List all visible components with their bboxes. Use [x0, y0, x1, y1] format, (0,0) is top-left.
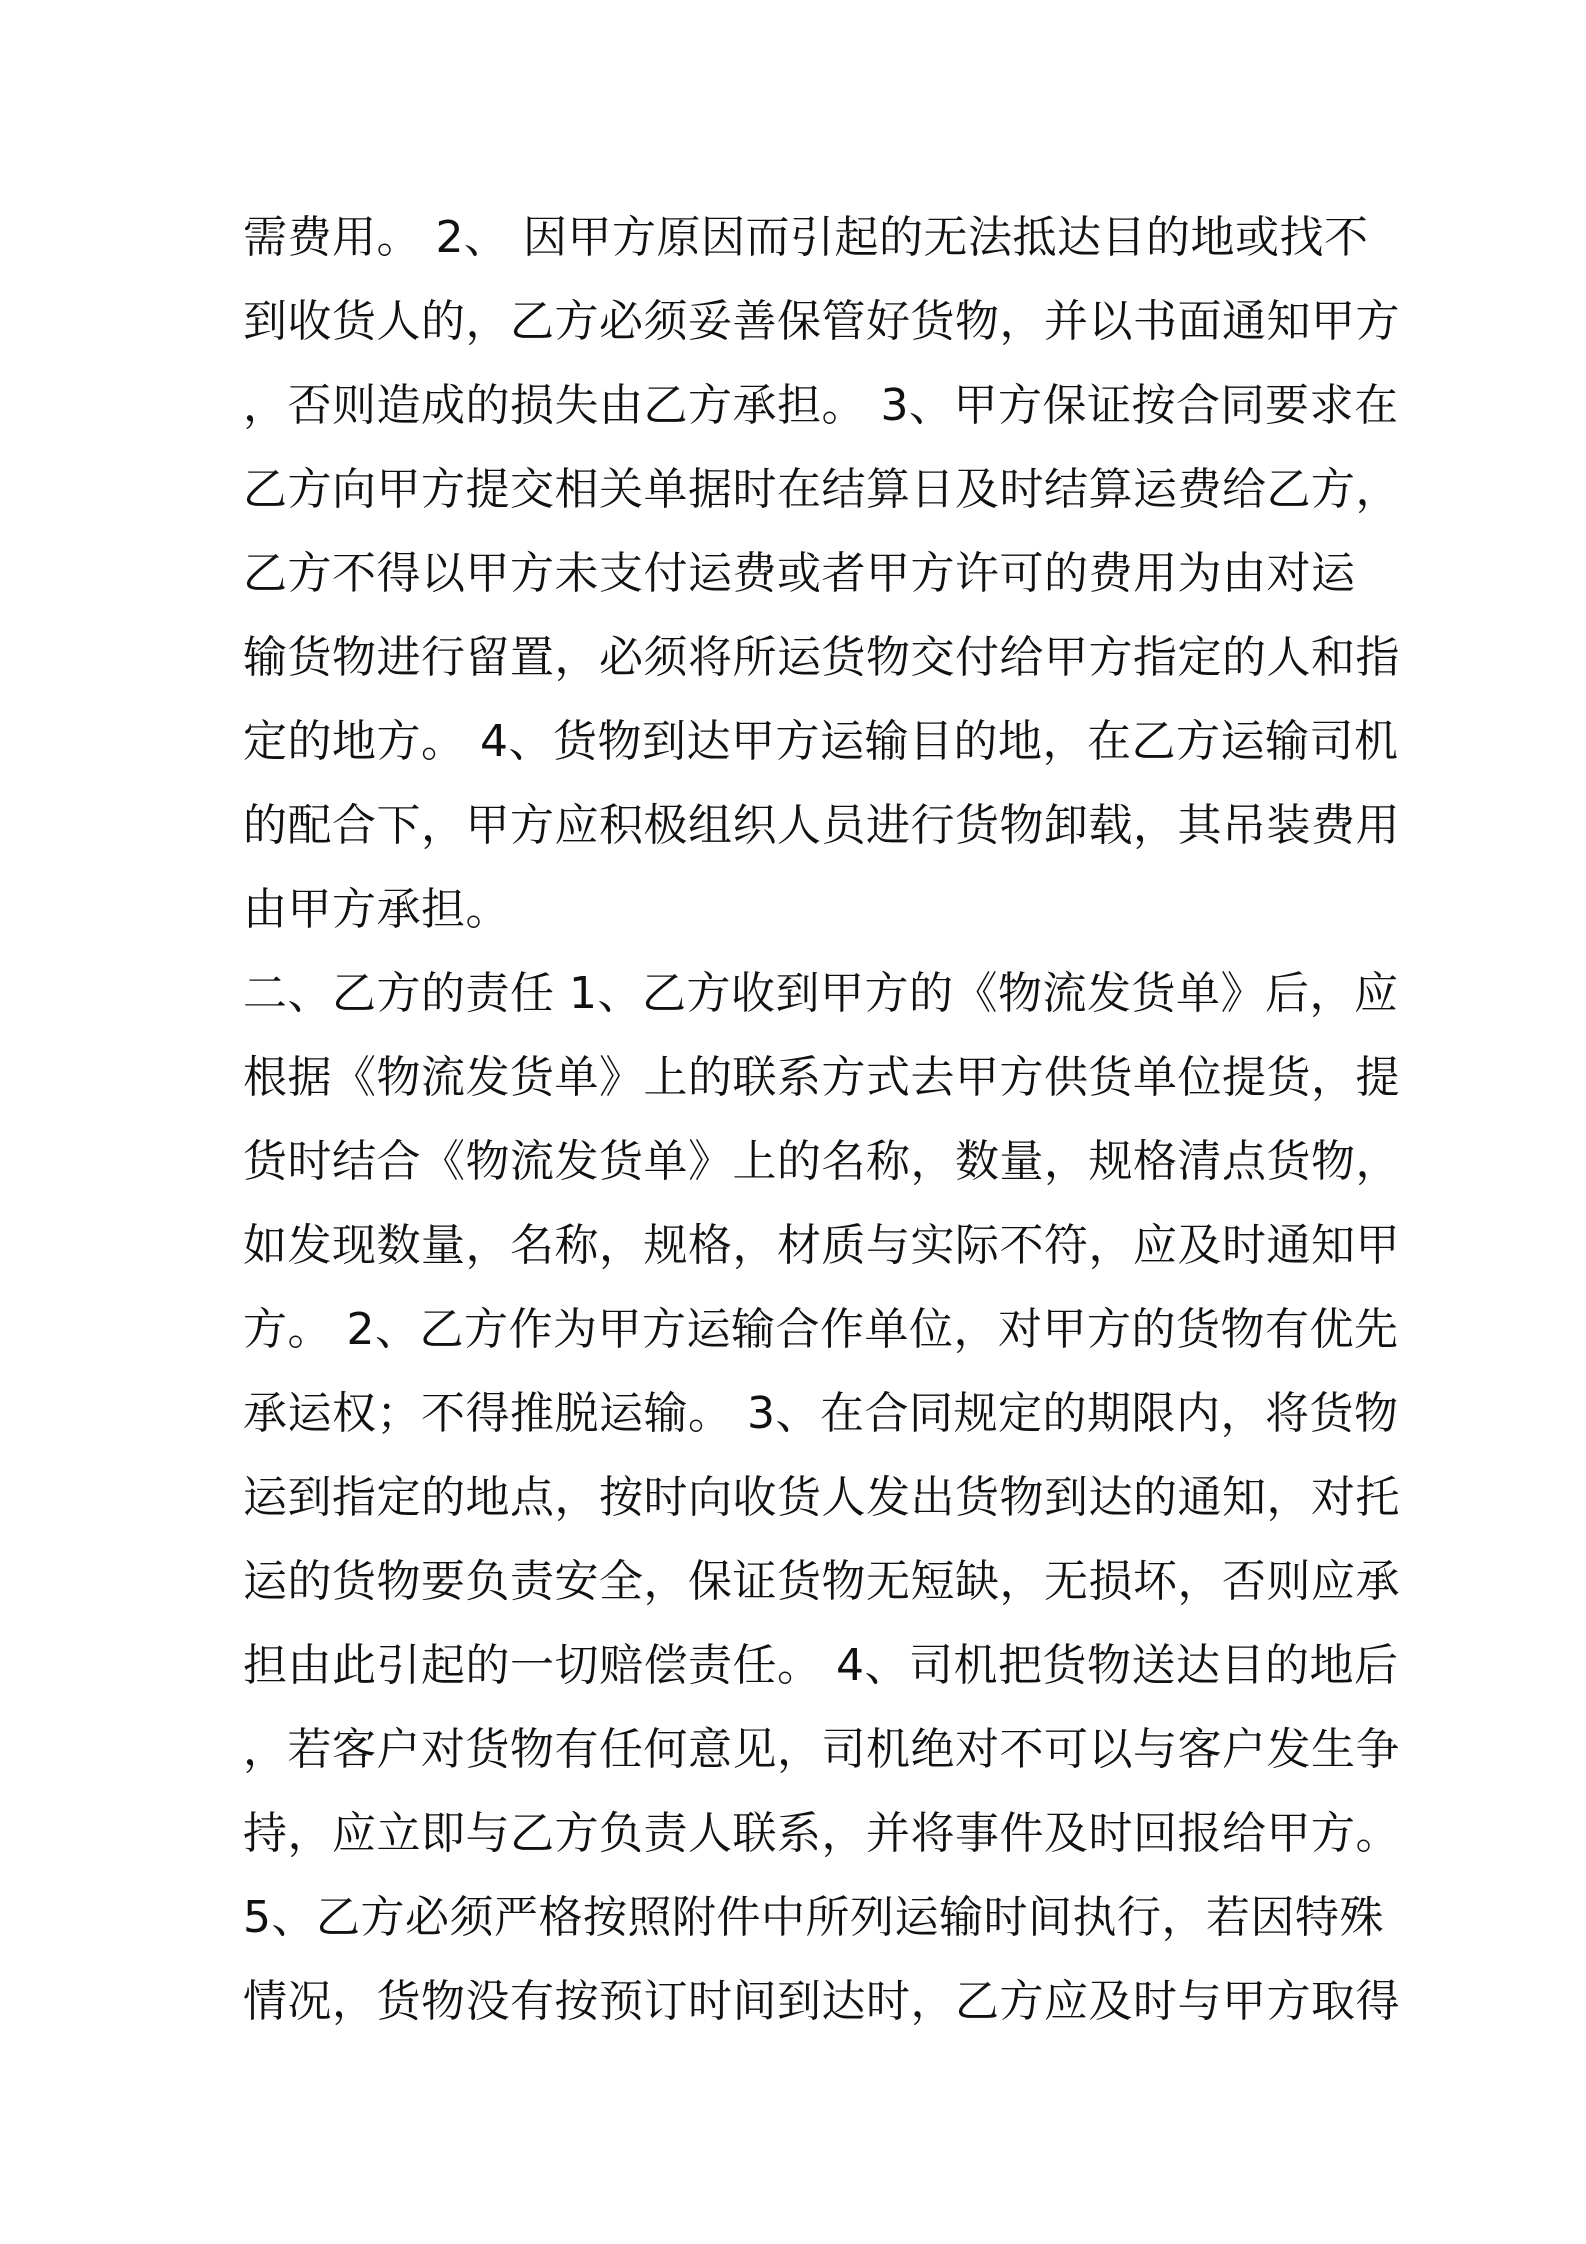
text-line: 担由此引起的一切赔偿责任。 4、司机把货物送达目的地后: [243, 1640, 1399, 1691]
text-line: 持，应立即与乙方负责人联系，并将事件及时回报给甲方。: [243, 1808, 1400, 1859]
section-heading-line: 二、乙方的责任 1、乙方收到甲方的《物流发货单》后，应: [243, 968, 1399, 1019]
text-line: 货时结合《物流发货单》上的名称，数量，规格清点货物，: [243, 1136, 1400, 1187]
text-line: 的配合下，甲方应积极组织人员进行货物卸载，其吊装费用: [243, 800, 1400, 851]
text-line: 运的货物要负责安全，保证货物无短缺，无损坏，否则应承: [243, 1556, 1400, 1607]
contract-text-block: [243, 196, 1400, 2044]
text-line: 情况，货物没有按预订时间到达时，乙方应及时与甲方取得: [243, 1976, 1400, 2027]
text-line: 输货物进行留置，必须将所运货物交付给甲方指定的人和指: [243, 632, 1400, 683]
text-line: 乙方向甲方提交相关单据时在结算日及时结算运费给乙方，: [243, 464, 1400, 515]
text-line: 定的地方。 4、货物到达甲方运输目的地，在乙方运输司机: [243, 716, 1399, 767]
text-line: 根据《物流发货单》上的联系方式去甲方供货单位提货，提: [243, 1052, 1400, 1103]
text-line: 运到指定的地点，按时向收货人发出货物到达的通知，对托: [243, 1472, 1400, 1523]
text-line: 如发现数量，名称，规格，材质与实际不符，应及时通知甲: [243, 1220, 1400, 1271]
text-line: 5、乙方必须严格按照附件中所列运输时间执行，若因特殊: [243, 1892, 1384, 1943]
text-line: 由甲方承担。: [243, 884, 510, 935]
text-line: 到收货人的，乙方必须妥善保管好货物，并以书面通知甲方: [243, 296, 1400, 347]
text-line: ，否则造成的损失由乙方承担。 3、甲方保证按合同要求在: [243, 380, 1399, 431]
text-line: ，若客户对货物有任何意见，司机绝对不可以与客户发生争: [243, 1724, 1400, 1775]
text-line: 乙方不得以甲方未支付运费或者甲方许可的费用为由对运: [243, 548, 1356, 599]
text-line: 承运权；不得推脱运输。 3、在合同规定的期限内，将货物: [243, 1388, 1399, 1439]
text-line: 方。 2、乙方作为甲方运输合作单位，对甲方的货物有优先: [243, 1304, 1399, 1355]
text-line: 需费用。 2、 因甲方原因而引起的无法抵达目的地或找不: [243, 212, 1369, 263]
